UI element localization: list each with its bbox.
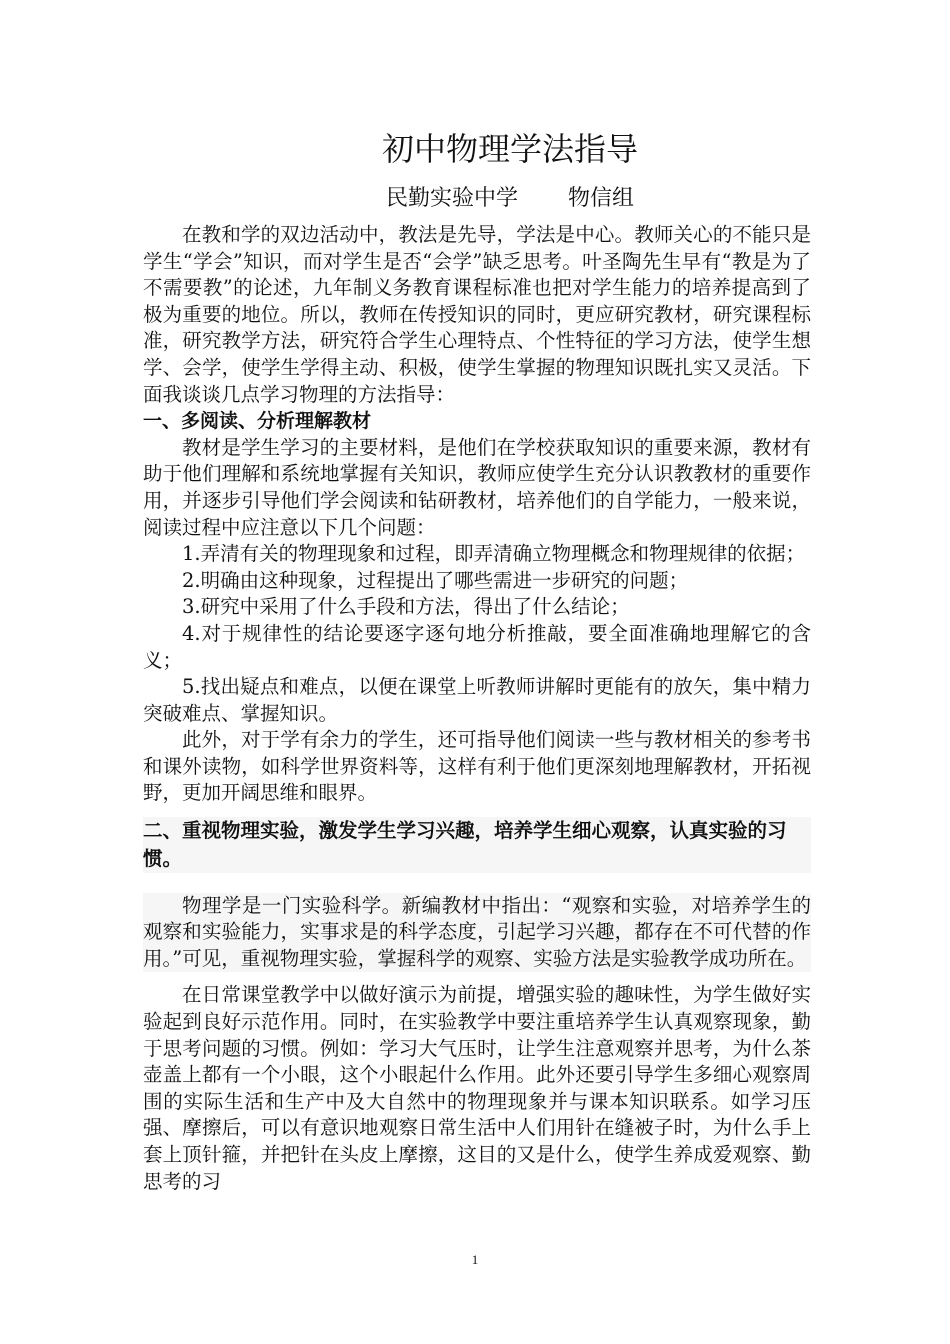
page-number: 1	[471, 1252, 479, 1267]
list-item: 4.对于规律性的结论要逐字逐句地分析推敲，要全面准确地理解它的含义；	[143, 621, 811, 672]
author-line	[0, 184, 950, 214]
section1-paragraph: 教材是学生学习的主要材料，是他们在学校获取知识的重要来源，教材有助于他们理解和系统地掌握有关知识，教师应使学生充分认识教教材的重要作用，并逐步引导他们学会阅读和钻研教材，培养他们的自学能力，一般来说，阅读过程中应注意以下几个问题：	[143, 435, 811, 539]
section2-paragraph-1: 物理学是一门实验科学。新编教材中指出：“观察和实验，对培养学生的观察和实验能力，实事求是的科学态度，引起学习兴趣，都存在不可代替的作用。”可见，重视物理实验，掌握科学的观察、实验方法是实验教学成功所在。	[143, 893, 811, 973]
list-item: 2.明确由这种现象，过程提出了哪些需进一步研究的问题；	[182, 568, 689, 592]
section-heading-1: 一、多阅读、分析理解教材	[143, 410, 372, 433]
list-item: 1.弄清有关的物理现象和过程，即弄清确立物理概念和物理规律的依据；	[182, 542, 806, 566]
list-item: 5.找出疑点和难点，以便在课堂上听教师讲解时更能有的放矢，集中精力突破难点、掌握知识。	[143, 675, 811, 725]
author-school: 民勤实验中学	[385, 186, 518, 211]
section2-paragraph-2: 在日常课堂教学中以做好演示为前提，增强实验的趣味性，为学生做好实验起到良好示范作用。同时，在实验教学中要注重培养学生认真观察现象，勤于思考问题的习惯。例如：学习大气压时，让学生注意观察并思考，为什么茶壶盖上都有一个小眼，这个小眼起什么作用。此外还要引导学生多细心观察周围的实际生活和生产中及大自然中的物理现象并与课本知识联系。如学习压强、摩擦后，可以有意识地观察日常生活中人们用针在缝被子时，为什么手上套上顶针箍，并把针在头皮上摩擦，这目的又是什么，使学生养成爱观察、勤思考的习	[143, 983, 811, 1193]
section1-closing-paragraph: 此外，对于学有余力的学生，还可指导他们阅读一些与教材相关的参考书和课外读物，如科学世界资料等，这样有利于他们更深刻地理解教材，开拓视野，更加开阔思维和眼界。	[143, 728, 811, 805]
list-item: 3.研究中采用了什么手段和方法，得出了什么结论；	[182, 595, 630, 619]
author-group: 物信组	[568, 186, 635, 211]
document-body	[143, 222, 811, 1195]
section-heading-2: 二、重视物理实验，激发学生学习兴趣，培养学生细心观察，认真实验的习惯。	[143, 817, 811, 873]
page-title: 初中物理学法指导	[381, 130, 638, 168]
intro-paragraph: 在教和学的双边活动中，教法是先导，学法是中心。教师关心的不能只是学生“学会”知识，而对学生是否“会学”缺乏思考。叶圣陶先生早有“教是为了不需要教”的论述，九年制义务教育课程标准也把对学生能力的培养提高到了极为重要的地位。所以，教师在传授知识的同时，更应研究教材，研究课程标准，研究教学方法，研究符合学生心理特点、个性特征的学习方法，使学生想学、会学，使学生学得主动、积极，使学生掌握的物理知识既扎实又灵活。下面我谈谈几点学习物理的方法指导：	[143, 223, 811, 406]
